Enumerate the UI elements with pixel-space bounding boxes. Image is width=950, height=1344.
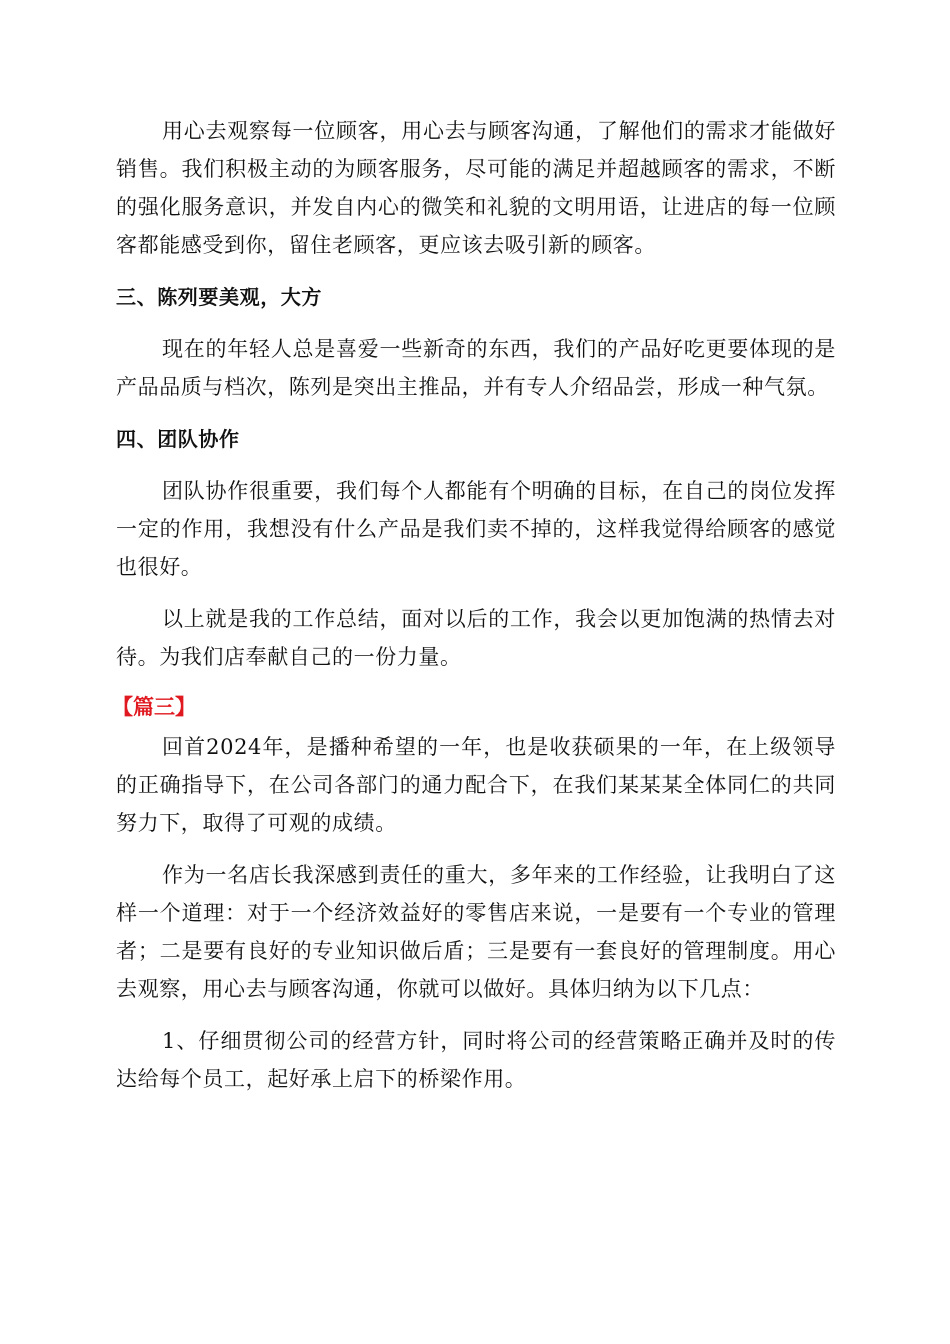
heading-display: 三、陈列要美观，大方 — [116, 285, 322, 309]
document-page — [112, 112, 836, 1112]
heading-teamwork: 四、团队协作 — [116, 427, 240, 451]
paragraph-review: 回首2024年，是播种希望的一年，也是收获硕果的一年，在上级领导的正确指导下，在公司各部门的通力配合下，在我们某某某全体同仁的共同努力下，取得了可观的成绩。 — [116, 735, 836, 835]
paragraph-point-one: 1、仔细贯彻公司的经营方针，同时将公司的经营策略正确并及时的传达给每个员工，起好承上启下的桥梁作用。 — [116, 1029, 836, 1091]
paragraph-manager-role: 作为一名店长我深感到责任的重大，多年来的工作经验，让我明白了这样一个道理：对于一个经济效益好的零售店来说，一是要有一个专业的管理者；二是要有良好的专业知识做后盾；三是要有一套良好的管理制度。用心去观察，用心去与顾客沟通，你就可以做好。具体归纳为以下几点： — [116, 863, 836, 1001]
paragraph-customer-service: 用心去观察每一位顾客，用心去与顾客沟通，了解他们的需求才能做好销售。我们积极主动的为顾客服务，尽可能的满足并超越顾客的需求，不断的强化服务意识，并发自内心的微笑和礼貌的文明用语，让进店的每一位顾客都能感受到你，留住老顾客，更应该去吸引新的顾客。 — [116, 119, 836, 257]
paragraph-summary: 以上就是我的工作总结，面对以后的工作，我会以更加饱满的热情去对待。为我们店奉献自己的一份力量。 — [116, 607, 836, 669]
section-mark-part-three: 【篇三】 — [112, 695, 196, 719]
paragraph-teamwork: 团队协作很重要，我们每个人都能有个明确的目标，在自己的岗位发挥一定的作用，我想没有什么产品是我们卖不掉的，这样我觉得给顾客的感觉也很好。 — [116, 479, 836, 579]
paragraph-display: 现在的年轻人总是喜爱一些新奇的东西，我们的产品好吃更要体现的是产品品质与档次，陈列是突出主推品，并有专人介绍品尝，形成一种气氛。 — [116, 337, 836, 399]
